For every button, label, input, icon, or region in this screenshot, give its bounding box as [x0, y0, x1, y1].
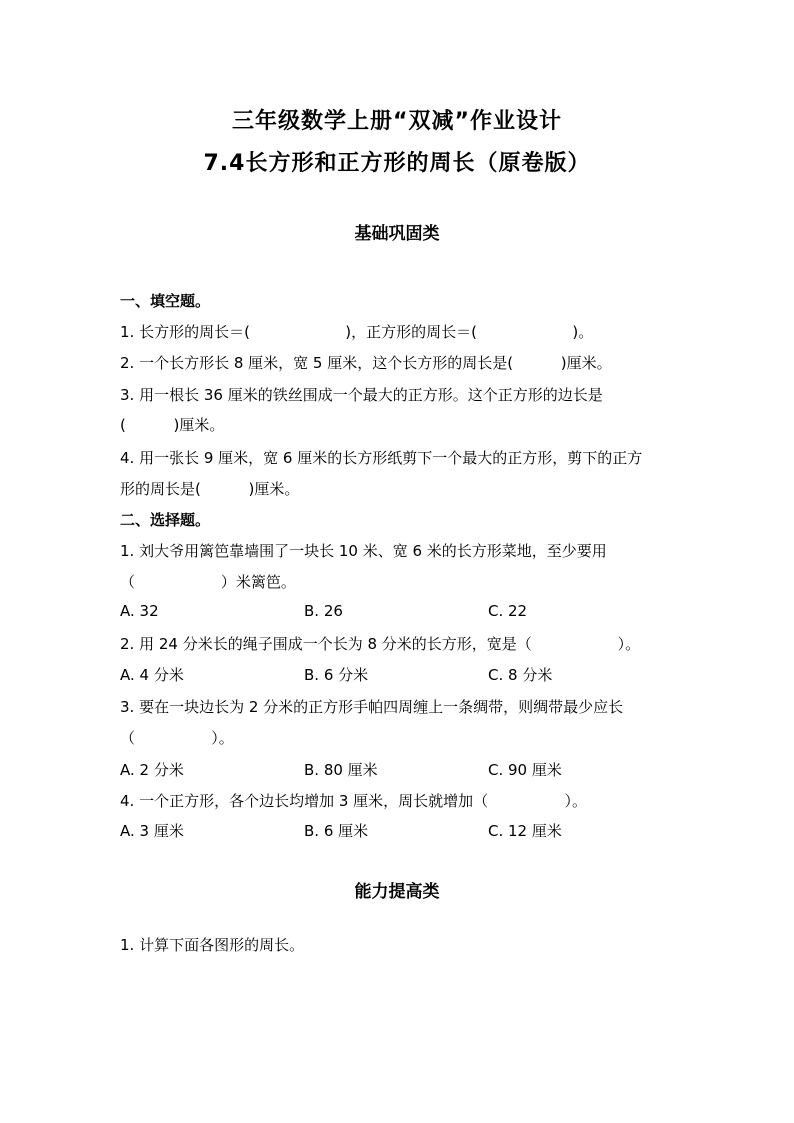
part2-question-2: 2. 用 24 分米长的绳子围成一个长为 8 分米的长方形，宽是（ ）。: [120, 635, 641, 653]
part2-question-1-line2: （ ）米篱笆。: [120, 573, 296, 591]
part2-q4-option-b: B. 6 厘米: [304, 822, 369, 840]
part2-q3-option-a: A. 2 分米: [120, 761, 184, 779]
part2-q3-option-c: C. 90 厘米: [488, 761, 562, 779]
part1-question-4-line1: 4. 用一张长 9 厘米，宽 6 厘米的长方形纸剪下一个最大的正方形，剪下的正方: [120, 449, 643, 467]
part2-q1-option-c: C. 22: [488, 602, 528, 620]
part1-question-4-line2: 形的周长是( )厘米。: [120, 480, 300, 498]
part1-question-2: 2. 一个长方形长 8 厘米，宽 5 厘米，这个长方形的周长是( )厘米。: [120, 354, 612, 372]
part1-question-3-line2: ( )厘米。: [120, 416, 225, 434]
part2-question-4: 4. 一个正方形，各个边长均增加 3 厘米，周长就增加（ ）。: [120, 792, 587, 810]
part2-q2-option-b: B. 6 分米: [304, 666, 369, 684]
part2-question-3-line2: （ ）。: [120, 729, 234, 747]
section-heading-advanced: 能力提高类: [354, 882, 440, 902]
part2-q2-option-a: A. 4 分米: [120, 666, 184, 684]
part2-question-1-line1: 1. 刘大爷用篱笆靠墙围了一块长 10 米、宽 6 米的长方形菜地，至少要用: [120, 542, 607, 560]
part2-question-3-line1: 3. 要在一块边长为 2 分米的正方形手帕四周缠上一条绸带，则绸带最少应长: [120, 698, 624, 716]
part1-heading: 一、填空题。: [120, 292, 211, 310]
part2-q3-option-b: B. 80 厘米: [304, 761, 378, 779]
part2-q4-option-a: A. 3 厘米: [120, 822, 184, 840]
document-subtitle: 7.4长方形和正方形的周长（原卷版）: [203, 151, 591, 176]
part1-question-1: 1. 长方形的周长＝( )，正方形的周长＝( )。: [120, 323, 594, 341]
part3-question-1: 1. 计算下面各图形的周长。: [120, 936, 305, 954]
document-title: 三年级数学上册“双减”作业设计: [232, 109, 562, 134]
part2-q1-option-a: A. 32: [120, 602, 159, 620]
part1-question-3-line1: 3. 用一根长 36 厘米的铁丝围成一个最大的正方形。这个正方形的边长是: [120, 386, 603, 404]
part2-q4-option-c: C. 12 厘米: [488, 822, 562, 840]
part2-q2-option-c: C. 8 分米: [488, 666, 553, 684]
part2-q1-option-b: B. 26: [304, 602, 343, 620]
part2-heading: 二、选择题。: [120, 511, 211, 529]
section-heading-basic: 基础巩固类: [354, 224, 440, 244]
